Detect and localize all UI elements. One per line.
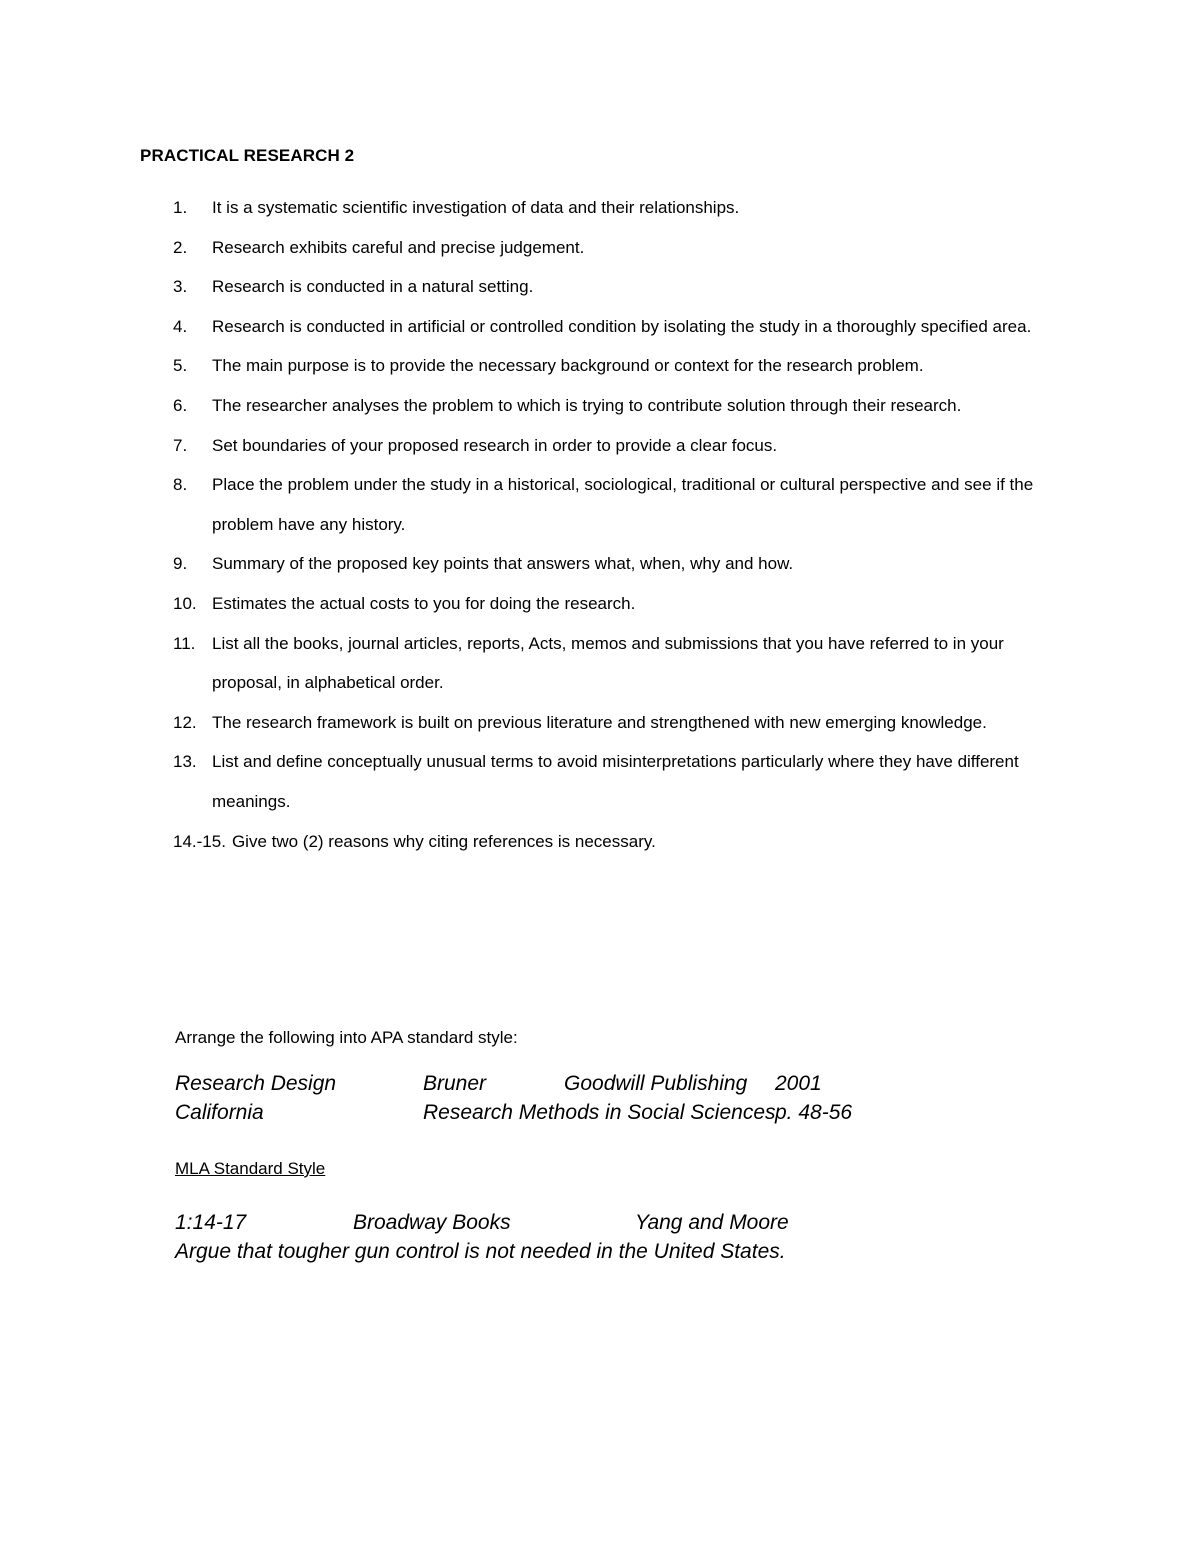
question-number: 2. (173, 237, 188, 257)
question-text: The researcher analyses the problem to which is trying to contribute solution through their research. (212, 395, 962, 415)
question-number: 7. (173, 435, 188, 455)
apa-source: Research Methods in Social Sciences (423, 1101, 776, 1124)
mla-publisher: Broadway Books (353, 1211, 511, 1234)
mla-heading: MLA Standard Style (175, 1159, 326, 1178)
mla-title: Argue that tougher gun control is not needed in the United States. (175, 1240, 786, 1263)
list-item (140, 742, 1070, 821)
question-number: 6. (173, 395, 188, 415)
mla-authors: Yang and Moore (635, 1211, 789, 1234)
apa-prompt: Arrange the following into APA standard style: (175, 1028, 518, 1047)
list-item (140, 386, 1070, 426)
question-text: The main purpose is to provide the necessary background or context for the research problem. (212, 356, 924, 376)
list-item (140, 624, 1070, 703)
list-item (140, 228, 1070, 268)
list-item (140, 307, 1070, 347)
question-number: 11. (173, 633, 196, 653)
question-text: Summary of the proposed key points that answers what, when, why and how. (212, 554, 794, 574)
question-number: 14.-15. (173, 831, 226, 851)
question-number: 9. (173, 554, 188, 574)
list-item (140, 822, 1070, 862)
question-text: It is a systematic scientific investigation of data and their relationships. (212, 198, 740, 217)
apa-author: Bruner (423, 1072, 487, 1095)
question-number: 5. (173, 356, 188, 376)
question-text: The research framework is built on previous literature and strengthened with new emerging knowledge. (212, 712, 987, 732)
apa-pages: p. 48-56 (775, 1101, 853, 1124)
question-number: 12. (173, 712, 197, 732)
question-text: Give two (2) reasons why citing references is necessary. (231, 831, 656, 851)
question-text: Research is conducted in artificial or controlled condition by isolating the study in a thoroughly specified area. (212, 316, 1032, 336)
question-text: List and define conceptually unusual terms to avoid misinterpretations particularly where they have different meanings. (212, 752, 1019, 811)
list-item (140, 584, 1070, 624)
question-number: 3. (173, 277, 188, 297)
question-list (140, 188, 1070, 861)
apa-title: Research Design (175, 1072, 337, 1095)
list-item (140, 465, 1070, 544)
list-item (140, 267, 1070, 307)
list-item (140, 544, 1070, 584)
question-number: 4. (173, 316, 188, 336)
question-number: 13. (173, 752, 197, 772)
question-number: 10. (173, 593, 197, 613)
mla-volume: 1:14-17 (175, 1211, 247, 1234)
question-text: Place the problem under the study in a historical, sociological, traditional or cultural perspective and see if the problem have any history. (212, 475, 1034, 534)
list-item (140, 703, 1070, 743)
question-number: 1. (173, 198, 188, 217)
question-text: Research exhibits careful and precise judgement. (212, 237, 585, 257)
list-item (140, 346, 1070, 386)
question-text: List all the books, journal articles, reports, Acts, memos and submissions that you have referred to in your proposal, in alphabetical order. (212, 633, 1004, 693)
apa-publisher: Goodwill Publishing (564, 1072, 748, 1095)
apa-year: 2001 (775, 1072, 822, 1095)
page-title: PRACTICAL RESEARCH 2 (140, 146, 355, 165)
question-text: Research is conducted in a natural setting. (212, 277, 534, 297)
question-text: Estimates the actual costs to you for doing the research. (212, 593, 636, 613)
question-number: 8. (173, 475, 188, 495)
apa-place: California (175, 1101, 264, 1124)
list-item (140, 188, 1070, 228)
list-item (140, 426, 1070, 466)
question-text: Set boundaries of your proposed research in order to provide a clear focus. (212, 435, 778, 455)
